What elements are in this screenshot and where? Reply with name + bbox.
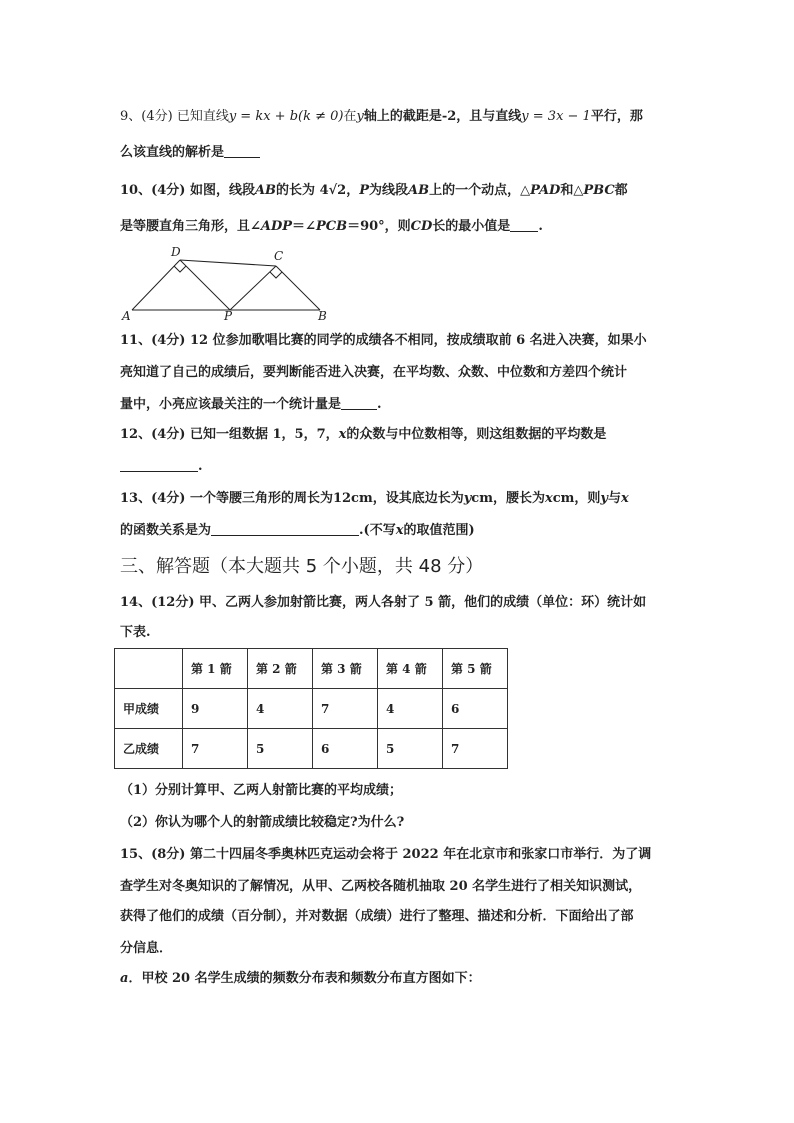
q9-line2 [120,144,260,162]
q11-line2: 亮知道了自己的成绩后，要判断能否进入决赛，在平均数、众数、中位数和方差四个统计 [120,365,628,380]
q9-text3: 平行，那 [590,109,643,124]
table-cell: 5 [248,729,313,769]
table-header-cell: 第 3 箭 [313,649,378,689]
table-cell: 7 [443,729,508,769]
q13-text: 的取值范围) [403,523,475,538]
q9-equation1: y = kx + b(k ≠ 0) [228,109,344,124]
table-header-cell: 第 2 箭 [248,649,313,689]
q14-sub2: （2）你认为哪个人的射箭成绩比较稳定?为什么? [120,815,405,830]
answer-blank [120,459,198,472]
table-cell: 4 [378,689,443,729]
q9-y: y [356,109,364,124]
table-cell: 6 [443,689,508,729]
table-header-cell: 第 1 箭 [183,649,248,689]
table-cell: 甲成绩 [115,689,183,729]
q12-text: 的众数与中位数相等，则这组数据的平均数是 [346,427,607,442]
q13-line2 [120,522,475,540]
q13-x: x [544,491,553,506]
q9-line1 [120,108,643,126]
q11-text: 量中，小亮应该最关注的一个统计量是 [120,397,342,412]
q15-text: ．甲校 20 名学生成绩的频数分布表和频数分布直方图如下： [128,971,481,986]
q10-pcb: PCB [315,219,348,234]
q15-line5 [120,970,481,988]
q10-pbc: PBC [583,183,615,198]
q12-line1 [120,426,606,444]
answer-blank [341,397,377,410]
table-row [115,689,508,729]
q9-prefix: 9、(4分) 已知直线 [120,109,229,124]
q13-text: 13、(4分) 一个等腰三角形的周长为12cm，设其底边长为 [120,491,464,506]
right-angle-d [174,266,186,272]
table-header-row [115,649,508,689]
q15-line2: 查学生对冬奥知识的了解情况，从甲、乙两校各随机抽取 20 名学生进行了相关知识测试， [120,879,642,894]
table-cell: 7 [313,689,378,729]
table-cell: 7 [183,729,248,769]
q10-ab: AB [408,183,430,198]
q13-x: x [620,491,629,506]
label-a: A [122,309,131,323]
geometry-figure [116,244,336,324]
q13-text: cm，则 [552,491,601,506]
label-p: P [224,309,233,323]
table-cell: 4 [248,689,313,729]
q10-text: ， [346,183,360,198]
q10-text: 上的一个动点，△ [429,183,531,198]
q10-text: ＝90°，则 [347,219,411,234]
label-d: D [171,245,181,259]
segment-ad [132,260,180,310]
q9-text: 在 [343,109,357,124]
q10-cd: CD [410,219,433,234]
table-cell: 5 [378,729,443,769]
q10-p: P [359,183,370,198]
q13-line1 [120,490,629,508]
q10-text: 的长为 4 [276,183,329,198]
label-b: B [318,309,327,323]
table-header-cell [115,649,183,689]
q11-line1: 11、(4分) 12 位参加歌唱比赛的同学的成绩各不相同，按成绩取前 6 名进入决赛，如果小 [120,333,647,348]
table-cell: 乙成绩 [115,729,183,769]
q10-text: 和△ [560,183,584,198]
q10-text: 10、(4分) 如图，线段 [120,183,255,198]
score-table [114,648,508,769]
q9-equation2: y = 3x − 1 [521,109,591,124]
q14-sub1: （1）分别计算甲、乙两人射箭比赛的平均成绩； [120,783,403,798]
q10-text: . [538,219,543,234]
segment-cb [276,266,320,310]
q13-y: y [463,491,472,506]
q10-text: 为线段 [369,183,409,198]
q10-pad: PAD [530,183,561,198]
q10-text: ＝∠ [292,219,316,234]
right-angle-c [270,272,282,278]
q13-text: 的函数关系是为 [120,523,212,538]
q13-text: cm，腰长为 [471,491,545,506]
q13-text: .(不写 [359,523,396,538]
answer-blank [224,145,260,158]
q9-text2: 轴上的截距是-2，且与直线 [363,109,522,124]
answer-blank [211,523,359,536]
answer-blank [510,219,538,232]
q10-ab: AB [254,183,277,198]
section-heading: 三、解答题（本大题共 5 个小题，共 48 分） [120,556,484,577]
q14-line2: 下表. [120,625,151,640]
q10-text: 长的最小值是 [432,219,511,234]
q10-text: 都 [614,183,628,198]
table-cell: 6 [313,729,378,769]
table-cell: 9 [183,689,248,729]
segment-pc [230,266,276,310]
q14-line1: 14、(12分) 甲、乙两人参加射箭比赛，两人各射了 5 箭，他们的成绩（单位：环）统计如 [120,595,647,610]
segment-dp [180,260,230,310]
q15-line4: 分信息． [120,941,173,956]
q11-line3 [120,396,382,414]
q13-text: 与 [607,491,621,506]
table-row [115,729,508,769]
q12-line2 [120,458,203,476]
table-header-cell: 第 5 箭 [443,649,508,689]
q10-adp: ADP [260,219,293,234]
q12-x: x [338,427,347,442]
q13-x: x [395,523,404,538]
segment-dc [180,260,276,266]
q12-text: 12、(4分) 已知一组数据 1，5，7， [120,427,339,442]
table-header-cell: 第 4 箭 [378,649,443,689]
q15-line3: 获得了他们的成绩（百分制），并对数据（成绩）进行了整理、描述和分析．下面给出了部 [120,909,634,924]
q10-line1 [120,182,628,200]
label-c: C [274,249,284,263]
q10-line2 [120,218,543,236]
q9-line2-text: 么该直线的解析是 [120,145,225,160]
q15-a: a [120,971,129,986]
q12-text: . [198,459,203,474]
q15-line1: 15、(8分) 第二十四届冬季奥林匹克运动会将于 2022 年在北京市和张家口市举行．为了调 [120,847,652,862]
q11-text: . [377,397,382,412]
q10-sqrt: √2 [328,183,347,198]
q13-y: y [600,491,608,506]
q10-text: 是等腰直角三角形，且∠ [120,219,261,234]
